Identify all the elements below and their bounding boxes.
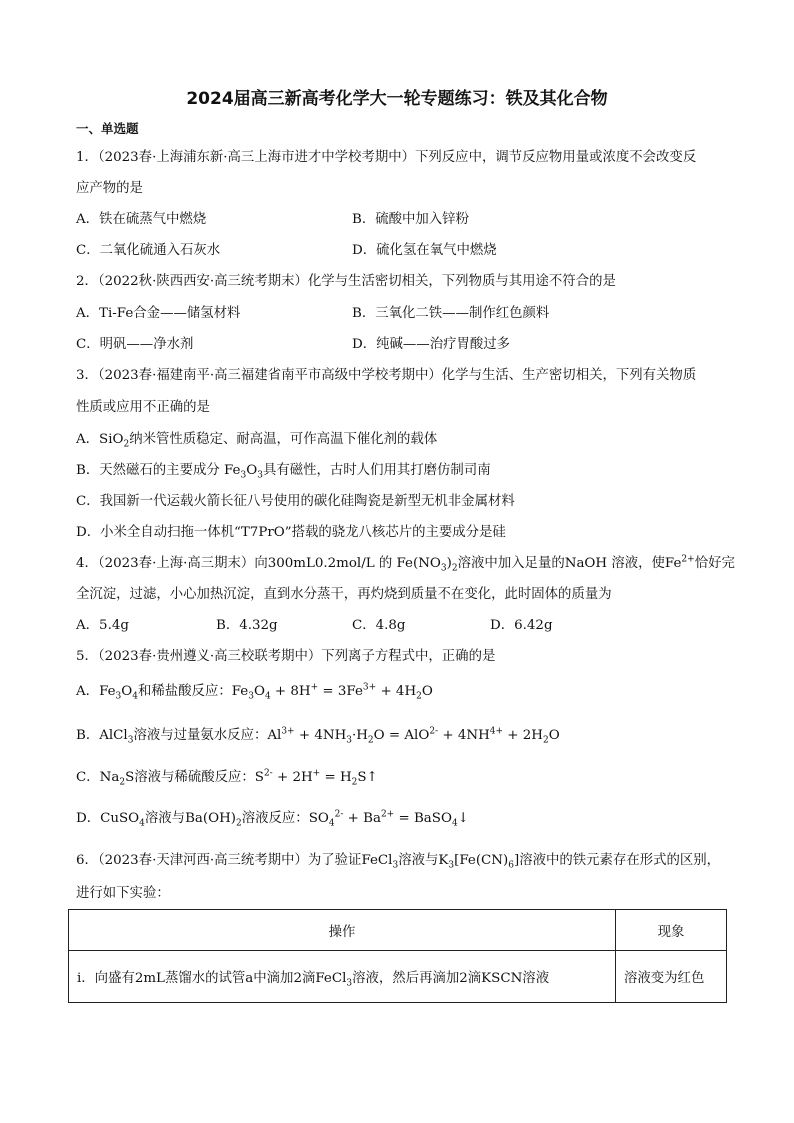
q4-stem-line1: 4．（2023春·上海·高三期末）向300mL0.2mol/L 的 $Fe(NO_3)_2$溶液中加入足量的NaOH 溶液，使$Fe^{2+}$恰好完 (76, 554, 735, 574)
q2-option-d: D．纯碱——治疗胃酸过多 (352, 337, 511, 352)
q2-stem: 2．（2022秋·陕西西安·高三统考期末）化学与生活密切相关，下列物质与其用途不符合的是 (76, 274, 616, 289)
q4-stem-line2: 全沉淀，过滤，小心加热沉淀，直到水分蒸干，再灼烧到质量不在变化，此时固体的质量为 (76, 587, 612, 602)
table-header-row (69, 910, 727, 951)
q2-option-c: C．明矾——净水剂 (76, 337, 194, 352)
row1-phenomenon: 溶液变为红色 (616, 951, 727, 1003)
q3-option-b: B．天然磁石的主要成分 $Fe_3O_3$具有磁性，古时人们用其打磨仿制司南 (76, 463, 491, 481)
q1-option-b: B．硫酸中加入锌粉 (352, 212, 469, 227)
q5-option-d: D．CuSO$_4$溶液与$Ba(OH)_2$溶液反应：$SO_4^{2-} + Ba^{2+}$ = BaSO$_4$↓ (76, 809, 469, 829)
q1-stem-line2: 应产物的是 (76, 181, 143, 196)
q1-option-a: A．铁在硫蒸气中燃烧 (76, 212, 207, 227)
table-row (69, 951, 727, 1003)
q3-option-a: A．SiO$_2$纳米管性质稳定、耐高温，可作高温下催化剂的载体 (76, 432, 438, 450)
q4-option-b: B．4.32g (216, 618, 278, 633)
experiment-table (68, 909, 727, 1003)
q4-option-d: D．6.42g (490, 618, 553, 633)
row1-operation: ⅰ．向盛有2mL蒸馏水的试管a中滴加2滴FeCl$_3$溶液，然后再滴加2滴KSCN溶液 (69, 951, 616, 1003)
q1-option-c: C．二氧化硫通入石灰水 (76, 243, 221, 258)
header-phenomenon: 现象 (616, 910, 727, 951)
q2-option-a: A．Ti-Fe合金——储氢材料 (76, 306, 241, 321)
q1-option-d: D．硫化氢在氧气中燃烧 (352, 243, 497, 258)
q5-option-b: B．AlCl$_3$溶液与过量氨水反应：$Al^{3+} + 4NH_3\cdot H_2O = AlO^{2-} + 4NH^{4+} + 2H_2O$ (76, 726, 560, 746)
q2-option-b: B．三氧化二铁——制作红色颜料 (352, 306, 550, 321)
q6-stem-line2: 进行如下实验： (76, 886, 170, 901)
q5-option-c: C．$Na_2S$溶液与稀硫酸反应：$S^{2-} + 2H^+$ = $H_2S↑$ (76, 768, 378, 788)
q5-stem: 5．（2023春·贵州遵义·高三校联考期中）下列离子方程式中，正确的是 (76, 649, 496, 664)
section-heading: 一、单选题 (76, 121, 139, 136)
q4-option-c: C．4.8g (352, 618, 406, 633)
q1-stem-line1: 1．（2023春·上海浦东新·高三上海市进才中学校考期中）下列反应中，调节反应物用量或浓度不会改变反 (76, 150, 697, 165)
q3-option-d: D．小米全自动扫拖一体机“T7PrO”搭载的骁龙八核芯片的主要成分是硅 (76, 525, 506, 540)
q4-option-a: A．5.4g (76, 618, 129, 633)
q6-stem-line1: 6．（2023春·天津河西·高三统考期中）为了验证FeCl$_3$溶液与$K_3[Fe(CN)_6]$溶液中的铁元素存在形式的区别， (76, 853, 721, 871)
q5-option-a: A．$Fe_3O_4$和稀盐酸反应：$Fe_3O_4 + 8H^+ = 3Fe^{3+} + 4H_2O$ (76, 682, 433, 702)
q3-option-c: C．我国新一代运载火箭长征八号使用的碳化硅陶瓷是新型无机非金属材料 (76, 494, 515, 509)
q3-stem-line1: 3．（2023春·福建南平·高三福建省南平市高级中学校考期中）化学与生活、生产密切相关，下列有关物质 (76, 368, 697, 383)
page-title: 2024届高三新高考化学大一轮专题练习：铁及其化合物 (186, 89, 608, 109)
header-operation: 操作 (69, 910, 616, 951)
q3-stem-line2: 性质或应用不正确的是 (76, 400, 210, 415)
